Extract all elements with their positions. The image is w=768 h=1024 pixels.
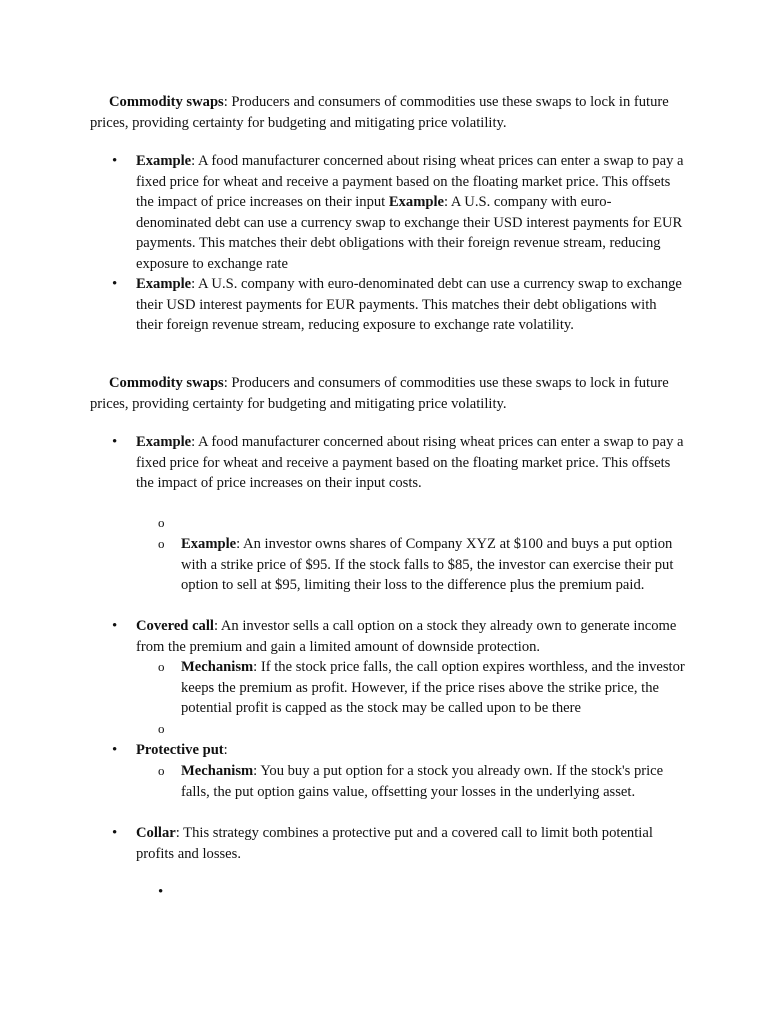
item-term: Protective put — [136, 742, 224, 758]
item-text: : An investor sells a call option on a stock they already own to generate income from the premium and gain a limited amount of downside protection. — [136, 618, 677, 655]
bullet-marker: • — [112, 618, 118, 634]
paragraph-term: Commodity swaps — [109, 94, 224, 110]
sub-list-item — [158, 534, 686, 596]
sub-bullet-marker: o — [158, 536, 165, 551]
sub-list-item — [158, 761, 686, 802]
item-term: Mechanism — [181, 659, 254, 675]
list-item — [112, 151, 684, 275]
item-term: Example — [136, 276, 192, 292]
sub-bullet-marker: o — [158, 515, 165, 530]
item-term: Example — [181, 536, 237, 552]
item-term: Example — [136, 434, 192, 450]
paragraph-term: Commodity swaps — [109, 375, 224, 391]
item-text: : A U.S. company with euro-denominated debt can use a currency swap to exchange their USD interest payments for EUR payments. This matches their debt obligations with their foreign revenue stream, reducing exposure to exchange rate volatility. — [136, 276, 682, 334]
item-text-2: : A U.S. company with euro-denominated debt can use a currency swap to exchange their USD interest payments for EUR payments. This matches their debt obligations with their foreign revenue stream, reducing exposure to exchange rate — [136, 194, 683, 272]
bullet-marker: • — [112, 153, 118, 169]
sub-bullet-marker: o — [158, 721, 165, 736]
list-item — [112, 432, 684, 494]
sub-bullet-marker: o — [158, 763, 165, 778]
commodity-swaps-paragraph — [90, 373, 690, 414]
list-item — [112, 274, 684, 336]
item-term: Mechanism — [181, 763, 254, 779]
bullet-marker: • — [112, 434, 118, 450]
item-text: : An investor owns shares of Company XYZ at $100 and buys a put option with a strike price of $95. If the stock falls to $85, the investor can exercise their put option to sell at $95, limiting their loss to the difference plus the premium paid. — [181, 536, 674, 594]
item-text: : A food manufacturer concerned about rising wheat prices can enter a swap to pay a fixed price for wheat and receive a payment based on the floating market price. This offsets the impact of price increases on their input costs. — [136, 434, 684, 492]
bullet-marker: • — [112, 276, 118, 292]
paragraph-text: : Producers and consumers of commodities use these swaps to lock in future prices, providing certainty for budgeting and mitigating price volatility. — [90, 94, 669, 131]
item-text: : If the stock price falls, the call option expires worthless, and the investor keeps the premium as profit. However, if the price rises above the strike price, the potential profit is capped as the stock may be called upon to be there — [181, 659, 685, 717]
paragraph-text: : Producers and consumers of commodities use these swaps to lock in future prices, providing certainty for budgeting and mitigating price volatility. — [90, 375, 669, 412]
item-term-2: Example — [388, 194, 445, 211]
bullet-marker: • — [158, 884, 164, 900]
list-item — [112, 616, 684, 657]
bullet-marker: • — [112, 742, 118, 758]
list-item — [112, 823, 684, 864]
item-text: : A food manufacturer concerned about rising wheat prices can enter a swap to pay a fixed price for wheat and receive a payment based on the floating market price. This offsets the impact of price increases on their input — [136, 153, 684, 211]
sub-list-item — [158, 657, 686, 719]
list-item — [112, 740, 684, 761]
item-term: Collar — [136, 825, 176, 841]
item-text: : — [223, 742, 228, 758]
bullet-marker: • — [112, 825, 118, 841]
item-text: : This strategy combines a protective put and a covered call to limit both potential profits and losses. — [136, 825, 653, 862]
commodity-swaps-paragraph — [90, 92, 690, 133]
item-text: : You buy a put option for a stock you already own. If the stock's price falls, the put option gains value, offsetting your losses in the underlying asset. — [181, 763, 664, 800]
item-term: Example — [136, 153, 192, 169]
item-term: Covered call — [136, 618, 214, 634]
sub-bullet-marker: o — [158, 659, 165, 674]
